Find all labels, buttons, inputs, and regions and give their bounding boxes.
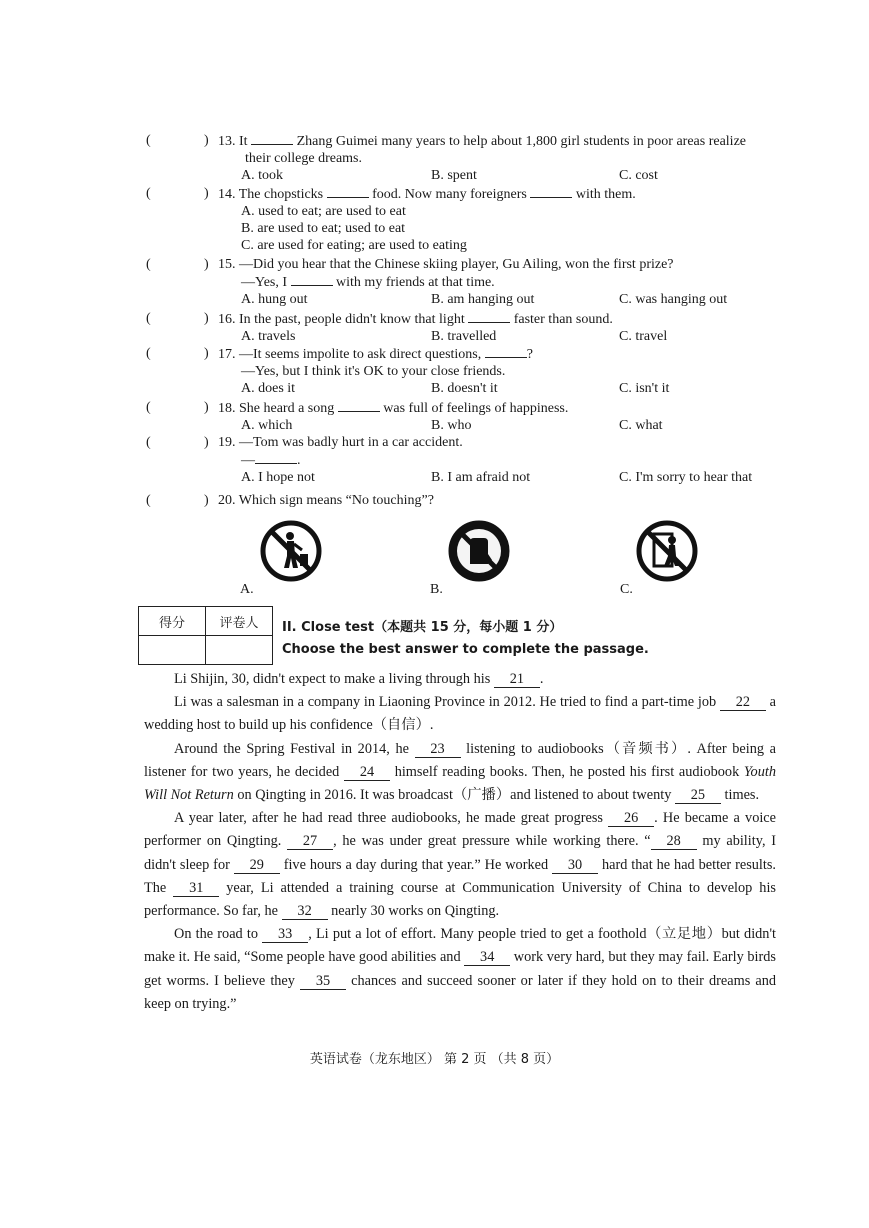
passage-text: A year later, after he had read three audiobooks, he made great progress xyxy=(174,810,603,827)
answer-paren-close: ) xyxy=(204,346,209,361)
question-16 xyxy=(146,310,796,345)
dialogue-line: —Did you hear that the Chinese skiing player, Gu Ailing, won the first prize? xyxy=(239,257,674,272)
dialogue-line: —Tom was badly hurt in a car accident. xyxy=(239,435,463,450)
question-stem: with them. xyxy=(575,187,636,202)
score-table xyxy=(138,606,273,665)
question-stem: Which sign means “No touching”? xyxy=(238,493,434,508)
blank-number: 32 xyxy=(282,903,328,920)
question-stem: was full of feelings of happiness. xyxy=(383,401,569,416)
option-a: A. which xyxy=(241,418,293,433)
passage-paragraph xyxy=(144,668,776,691)
answer-blank xyxy=(327,185,369,198)
answer-paren-open: ( xyxy=(146,186,151,201)
answer-blank xyxy=(255,451,297,464)
passage-text: Li was a salesman in a company in Liaoning Province in 2012. He tried to find a part-time job xyxy=(174,694,717,711)
dialogue-line: ? xyxy=(526,347,533,362)
passage-text: work very hard, but they may fail. Early birds get worms. I believe they xyxy=(144,949,776,989)
sign-label-a: A. xyxy=(240,582,254,597)
blank-number: 30 xyxy=(552,857,598,874)
question-number: 20. xyxy=(218,493,236,508)
passage-text: hard that he had better results. The xyxy=(144,856,776,896)
passage-text: Around the Spring Festival in 2014, he xyxy=(174,740,409,757)
passage-text: . He became a voice performer on Qingting. xyxy=(144,810,776,850)
blank-number: 21 xyxy=(494,671,540,688)
question-number: 17. xyxy=(218,347,236,362)
question-stem: their college dreams. xyxy=(245,151,363,166)
question-number: 18. xyxy=(218,401,236,416)
question-stem: It xyxy=(239,134,248,149)
question-stem: food. Now many foreigners xyxy=(372,187,527,202)
blank-number: 28 xyxy=(651,833,697,850)
passage-text: himself reading books. Then, he posted his first audiobook xyxy=(394,763,740,780)
blank-number: 26 xyxy=(608,810,654,827)
answer-paren-close: ) xyxy=(204,435,209,450)
question-14 xyxy=(146,185,796,254)
passage-text: Li Shijin, 30, didn't expect to make a living through his xyxy=(174,671,491,687)
answer-blank xyxy=(530,185,572,198)
question-13 xyxy=(146,132,796,184)
answer-paren-close: ) xyxy=(204,311,209,326)
question-number: 19. xyxy=(218,435,236,450)
answer-paren-close: ) xyxy=(204,133,209,148)
question-stem: faster than sound. xyxy=(513,312,613,327)
option-b: B. who xyxy=(431,418,472,433)
option-b: B. spent xyxy=(431,168,477,183)
option-c: C. travel xyxy=(619,329,668,344)
question-number: 14. xyxy=(218,187,236,202)
option-b: B. am hanging out xyxy=(431,292,535,307)
option-a: A. took xyxy=(241,168,283,183)
no-entry-sign-icon xyxy=(636,520,698,582)
question-number: 13. xyxy=(218,134,236,149)
passage-text: on Qingting in 2016. It was broadcast（广播）and listened to about twenty xyxy=(237,787,672,804)
passage-text: my ability, I didn't sleep for xyxy=(144,833,777,873)
dialogue-line: with my friends at that time. xyxy=(336,275,495,290)
option-a: A. does it xyxy=(241,381,296,396)
passage-text: On the road to xyxy=(174,926,258,943)
question-number: 15. xyxy=(218,257,236,272)
answer-paren-close: ) xyxy=(204,257,209,272)
option-c: C. cost xyxy=(619,168,658,183)
passage-text: times. xyxy=(724,787,760,804)
option-b: B. I am afraid not xyxy=(431,470,531,485)
passage-text: nearly 30 works on Qingting. xyxy=(331,903,500,920)
option-a: A. travels xyxy=(241,329,296,344)
blank-number: 33 xyxy=(262,926,308,943)
passage-paragraph xyxy=(144,923,776,1016)
answer-blank xyxy=(468,310,510,323)
passage-text: listening to audiobooks（音频书）. After being a listener for two years, he decided xyxy=(144,740,776,780)
score-header: 得分 xyxy=(139,607,206,636)
passage-text: five hours a day during that year.” He worked xyxy=(283,856,549,873)
grader-cell xyxy=(206,636,273,665)
book-title: Youth Will Not Return xyxy=(144,763,776,804)
section-instruction: Choose the best answer to complete the passage. xyxy=(282,642,649,657)
blank-number: 23 xyxy=(415,741,461,758)
blank-number: 22 xyxy=(720,694,766,711)
option-b: B. travelled xyxy=(431,329,497,344)
dialogue-line: — xyxy=(241,453,255,468)
answer-paren-open: ( xyxy=(146,493,151,508)
dialogue-line: . xyxy=(297,453,301,468)
sign-label-b: B. xyxy=(430,582,443,597)
blank-number: 35 xyxy=(300,973,346,990)
question-stem: The chopsticks xyxy=(238,187,324,202)
answer-paren-open: ( xyxy=(146,311,151,326)
question-18 xyxy=(146,399,796,434)
passage-text: , he was under great pressure while working there. “ xyxy=(333,833,651,850)
question-number: 16. xyxy=(218,312,236,327)
grader-header: 评卷人 xyxy=(206,607,273,636)
dialogue-line: —Yes, but I think it's OK to your close friends. xyxy=(241,364,506,379)
passage-text: chances and succeed sooner or later if they hold on to their dreams and keep on trying.” xyxy=(144,972,777,1012)
answer-blank xyxy=(338,399,380,412)
option-a: A. used to eat; are used to eat xyxy=(241,204,406,219)
answer-paren-open: ( xyxy=(146,133,151,148)
section-title: II. Close test（本题共 15 分，每小题 1 分） xyxy=(282,620,563,635)
question-stem: In the past, people didn't know that light xyxy=(239,312,465,327)
blank-number: 25 xyxy=(675,787,721,804)
answer-paren-close: ) xyxy=(204,186,209,201)
passage-paragraph xyxy=(144,738,776,808)
question-19 xyxy=(146,434,796,486)
sign-options xyxy=(146,520,796,610)
option-c: C. what xyxy=(619,418,663,433)
option-c: C. I'm sorry to hear that xyxy=(619,470,753,485)
question-15 xyxy=(146,256,796,308)
dialogue-line: —Yes, I xyxy=(241,275,288,290)
answer-paren-close: ) xyxy=(204,400,209,415)
score-cell xyxy=(139,636,206,665)
option-c: C. are used for eating; are used to eating xyxy=(241,238,467,253)
blank-number: 34 xyxy=(464,949,510,966)
cloze-passage xyxy=(144,668,776,1016)
section-heading xyxy=(282,617,649,661)
answer-blank xyxy=(485,345,527,358)
option-a: A. hung out xyxy=(241,292,308,307)
answer-paren-close: ) xyxy=(204,493,209,508)
answer-blank xyxy=(291,273,333,286)
question-stem: She heard a song xyxy=(239,401,335,416)
passage-text: year, Li attended a training course at Communication University of China to develop his performance. So far, he xyxy=(144,879,776,920)
blank-number: 31 xyxy=(173,880,219,897)
passage-paragraph xyxy=(144,691,776,737)
blank-number: 27 xyxy=(287,833,333,850)
question-17 xyxy=(146,345,796,397)
option-c: C. isn't it xyxy=(619,381,670,396)
option-c: C. was hanging out xyxy=(619,292,728,307)
answer-paren-open: ( xyxy=(146,257,151,272)
answer-paren-open: ( xyxy=(146,400,151,415)
passage-text: , Li put a lot of effort. Many people tried to get a foothold（立足地）but didn't make it. He said, “Some people have good abilities and xyxy=(144,926,777,966)
page-footer: 英语试卷（龙东地区） 第 2 页 （共 8 页） xyxy=(309,1052,560,1067)
passage-text: . xyxy=(539,671,544,687)
question-stem: Zhang Guimei many years to help about 1,800 girl students in poor areas realize xyxy=(296,134,746,149)
no-littering-sign-icon xyxy=(260,520,322,582)
no-touching-sign-icon xyxy=(448,520,510,582)
option-b: B. are used to eat; used to eat xyxy=(241,221,406,236)
option-b: B. doesn't it xyxy=(431,381,498,396)
blank-number: 24 xyxy=(344,764,390,781)
answer-blank xyxy=(251,132,293,145)
question-20 xyxy=(146,492,796,509)
dialogue-line: —It seems impolite to ask direct questions, xyxy=(239,347,482,362)
passage-text: a wedding host to build up his confidence（自信）. xyxy=(144,694,777,734)
blank-number: 29 xyxy=(234,857,280,874)
answer-paren-open: ( xyxy=(146,435,151,450)
passage-paragraph xyxy=(144,807,776,923)
sign-label-c: C. xyxy=(620,582,633,597)
answer-paren-open: ( xyxy=(146,346,151,361)
option-a: A. I hope not xyxy=(241,470,315,485)
